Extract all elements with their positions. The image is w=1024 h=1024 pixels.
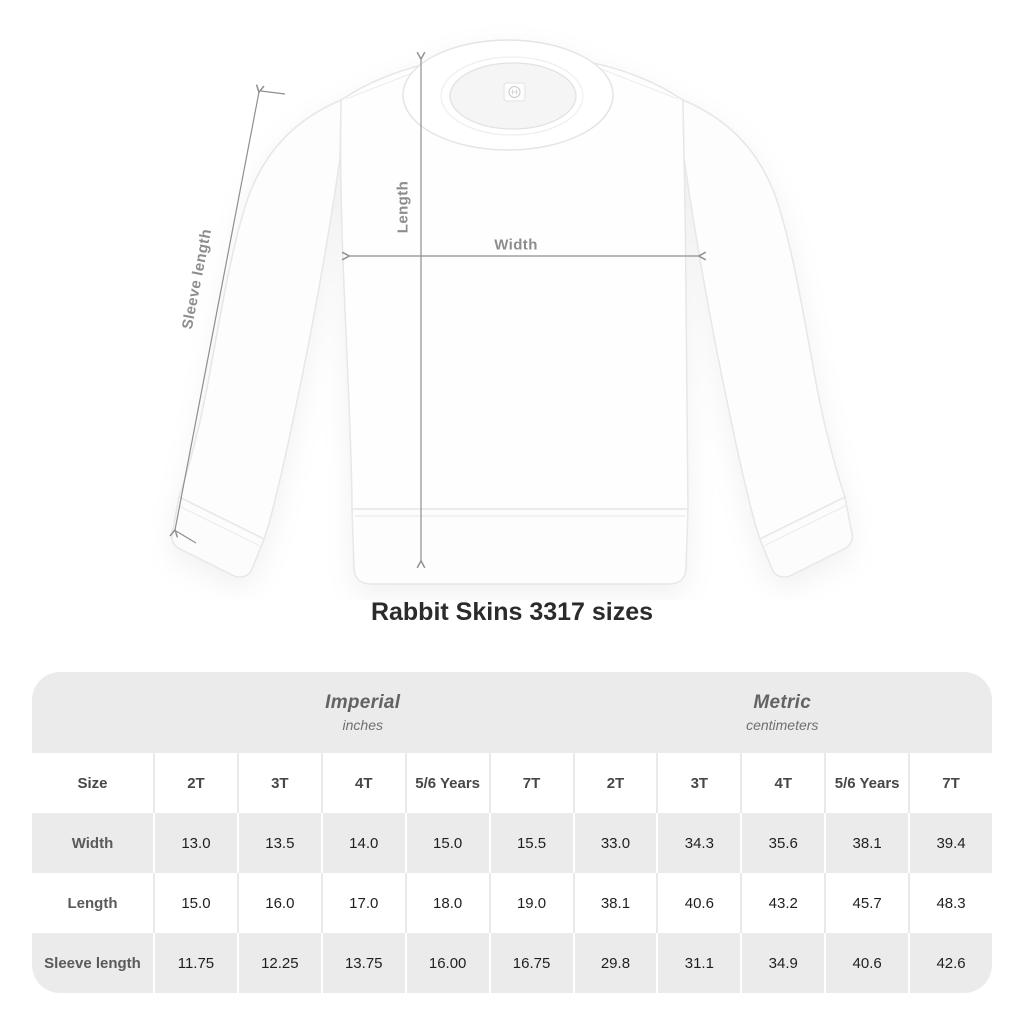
value-cell: 40.6	[656, 873, 740, 933]
value-cell: 13.75	[321, 933, 405, 993]
value-cell: 13.0	[153, 813, 237, 873]
unit-band-spacer	[32, 672, 153, 753]
value-cell: 18.0	[405, 873, 489, 933]
value-cell: 29.8	[573, 933, 657, 993]
table-row-length	[32, 873, 992, 933]
value-cell: 16.00	[405, 933, 489, 993]
page-title: Rabbit Skins 3317 sizes	[370, 598, 654, 626]
imperial-sublabel: inches	[342, 717, 383, 733]
value-cell: 43.2	[740, 873, 824, 933]
metric-label: Metric	[753, 692, 812, 713]
sleeve-length-label: Sleeve length	[178, 227, 216, 331]
table-row-width	[32, 813, 992, 873]
size-cell-metric-2t: 2T	[573, 753, 657, 813]
value-cell: 48.3	[908, 873, 992, 933]
size-cell-imperial-56y: 5/6 Years	[405, 753, 489, 813]
value-cell: 39.4	[908, 813, 992, 873]
value-cell: 19.0	[489, 873, 573, 933]
value-cell: 17.0	[321, 873, 405, 933]
value-cell: 15.0	[153, 873, 237, 933]
unit-header-metric	[573, 672, 993, 753]
sweatshirt-waistband	[352, 509, 688, 584]
value-cell: 13.5	[237, 813, 321, 873]
value-cell: 42.6	[908, 933, 992, 993]
size-cell-imperial-2t: 2T	[153, 753, 237, 813]
value-cell: 15.5	[489, 813, 573, 873]
size-cell-imperial-3t: 3T	[237, 753, 321, 813]
value-cell: 12.25	[237, 933, 321, 993]
value-cell: 11.75	[153, 933, 237, 993]
length-label: Length	[394, 180, 412, 234]
sweatshirt-graphic	[172, 40, 853, 584]
width-label: Width	[494, 236, 538, 254]
size-cell-metric-4t: 4T	[740, 753, 824, 813]
value-cell: 33.0	[573, 813, 657, 873]
row-label-length: Length	[67, 894, 118, 912]
row-label-width: Width	[71, 834, 114, 852]
metric-sublabel: centimeters	[746, 717, 819, 733]
size-header-row	[32, 753, 992, 813]
imperial-label: Imperial	[325, 692, 401, 713]
value-cell: 38.1	[824, 813, 908, 873]
value-cell: 34.9	[740, 933, 824, 993]
size-cell-imperial-4t: 4T	[321, 753, 405, 813]
value-cell: 14.0	[321, 813, 405, 873]
value-cell: 31.1	[656, 933, 740, 993]
value-cell: 15.0	[405, 813, 489, 873]
value-cell: 45.7	[824, 873, 908, 933]
unit-header-imperial	[153, 672, 573, 753]
size-cell-metric-7t: 7T	[908, 753, 992, 813]
value-cell: 40.6	[824, 933, 908, 993]
value-cell: 34.3	[656, 813, 740, 873]
size-cell-metric-56y: 5/6 Years	[824, 753, 908, 813]
size-cell-metric-3t: 3T	[656, 753, 740, 813]
sweatshirt-left-sleeve	[179, 100, 341, 539]
size-cell-imperial-7t: 7T	[489, 753, 573, 813]
value-cell: 38.1	[573, 873, 657, 933]
sweatshirt-right-sleeve	[683, 100, 845, 539]
table-row-sleeve-length	[32, 933, 992, 993]
unit-header-band	[32, 672, 992, 753]
value-cell: 35.6	[740, 813, 824, 873]
size-table	[32, 672, 992, 993]
value-cell: 16.0	[237, 873, 321, 933]
value-cell: 16.75	[489, 933, 573, 993]
row-label-sleeve-length: Sleeve length	[44, 954, 141, 972]
size-column-header: Size	[77, 774, 108, 792]
sleeve-arrow-top-tick	[261, 91, 285, 94]
